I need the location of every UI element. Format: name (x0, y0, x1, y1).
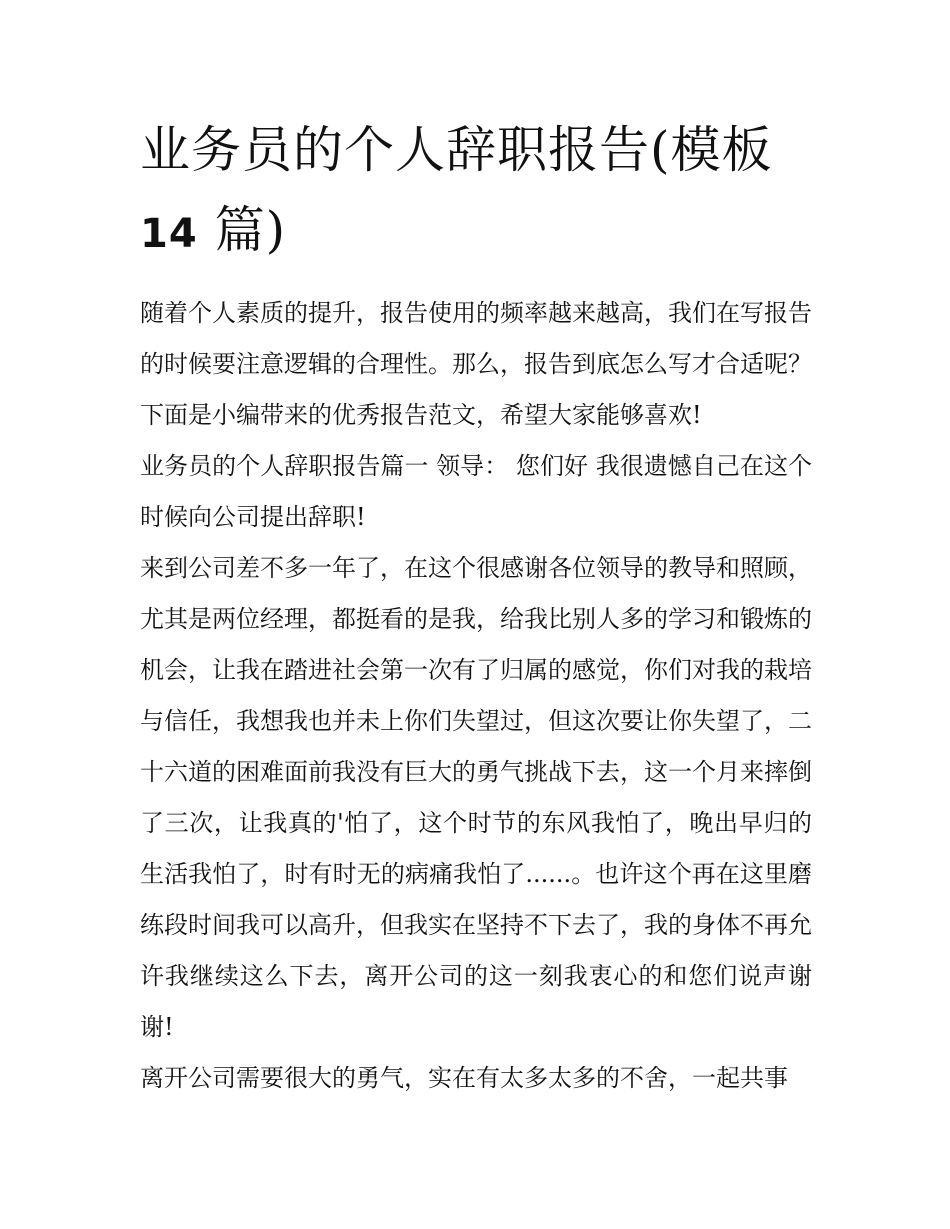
intro-paragraph: 随着个人素质的提升，报告使用的频率越来越高，我们在写报告的时候要注意逻辑的合理性。那么，报告到底怎么写才合适呢？下面是小编带来的优秀报告范文，希望大家能够喜欢! (140, 299, 812, 429)
title-tail: 篇) (197, 201, 287, 259)
title-main: 业务员的个人辞职报告(模板 (140, 121, 773, 179)
section-heading-paragraph: 业务员的个人辞职报告篇一 领导： 您们好 我很遗憾自己在这个时候向公司提出辞职! (140, 452, 812, 531)
document-title (140, 110, 812, 274)
body-paragraph: 来到公司差不多一年了，在这个很感谢各位领导的教导和照顾，尤其是两位经理，都挺看的是我，给我比别人多的学习和锻炼的机会，让我在踏进社会第一次有了归属的感觉，你们对我的栽培与信任，我想我也并未上你们失望过，但这次要让你失望了，二十六道的困难面前我没有巨大的勇气挑战下去，这一个月来摔倒了三次，让我真的'怕了，这个时节的东风我怕了，晚出早归的生活我怕了，时有时无的病痛我怕了......。也许这个再在这里磨练段时间我可以高升，但我实在坚持不下去了，我的身体不再允许我继续这么下去，离开公司的这一刻我衷心的和您们说声谢谢! (140, 554, 812, 1041)
document-page (140, 110, 812, 1104)
body-paragraph-continued: 离开公司需要很大的勇气，实在有太多太多的不舍，一起共事 (140, 1064, 788, 1092)
title-number: 14 (140, 211, 198, 257)
